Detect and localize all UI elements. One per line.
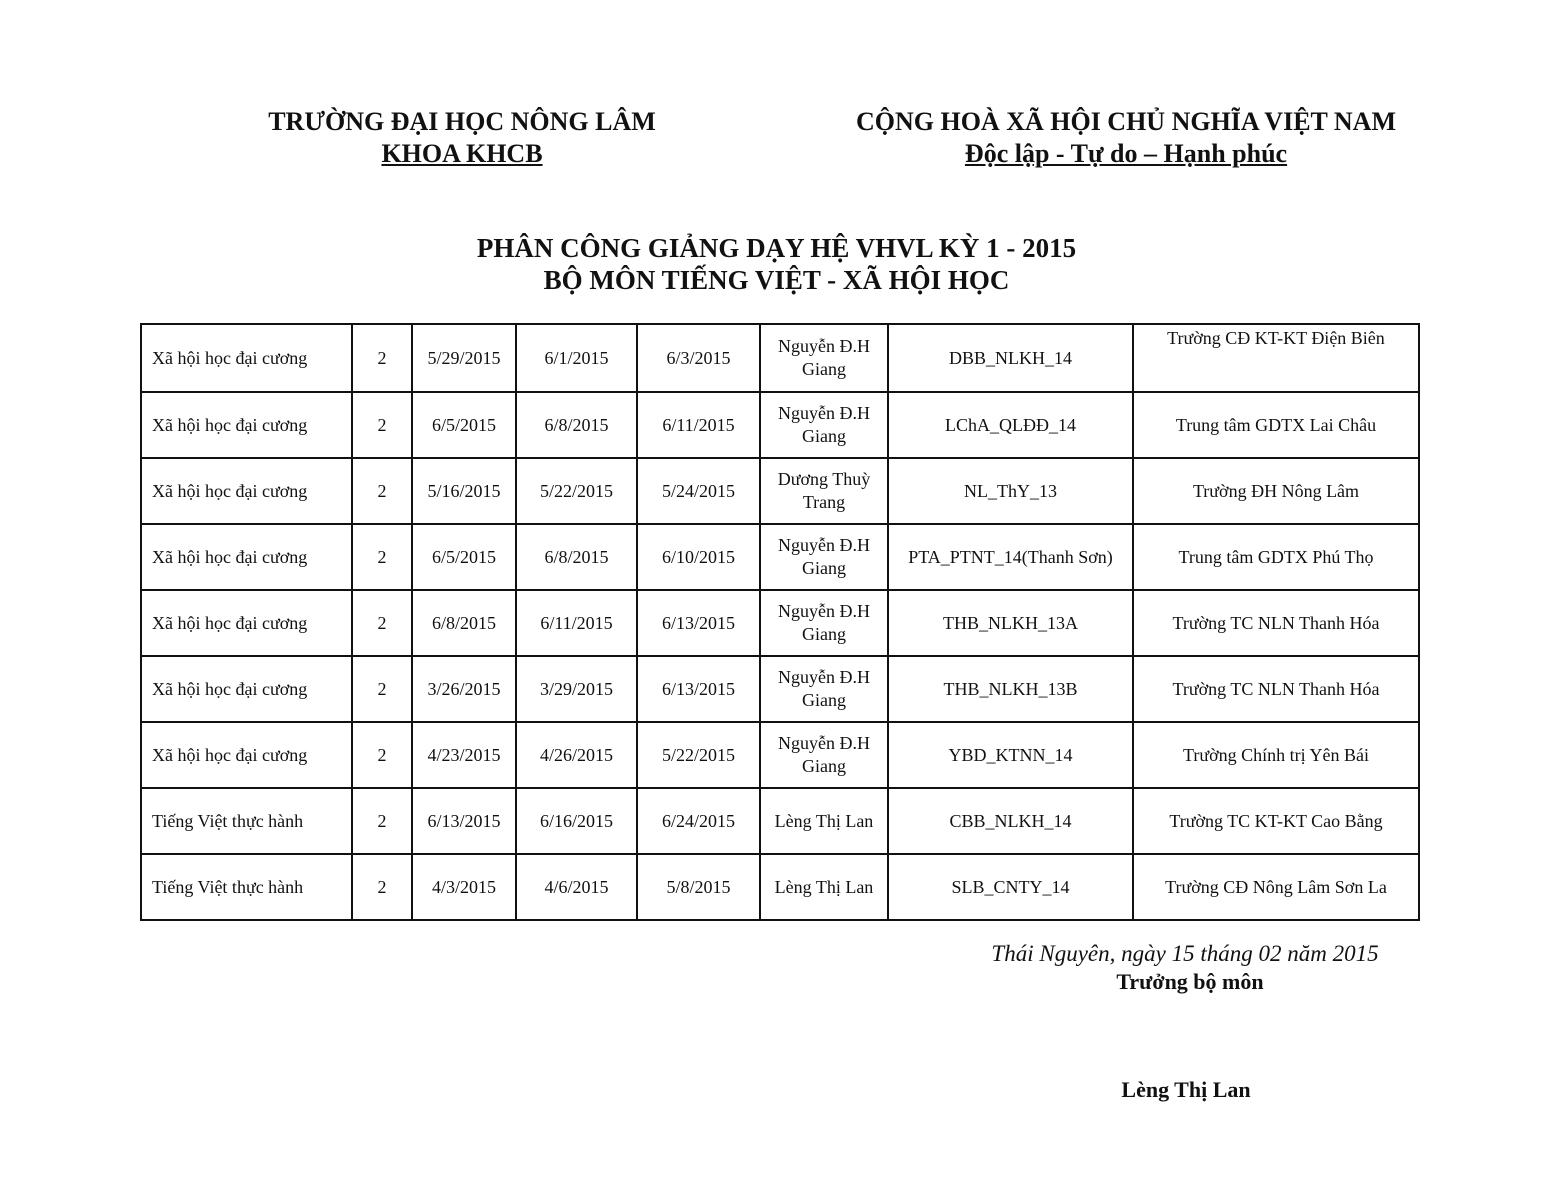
date-cell: 6/11/2015 xyxy=(637,392,760,458)
title-line-1: PHÂN CÔNG GIẢNG DẠY HỆ VHVL KỲ 1 - 2015 xyxy=(476,233,1077,263)
subject-cell: Xã hội học đại cương xyxy=(141,524,352,590)
location-cell: Trường Chính trị Yên Bái xyxy=(1133,722,1419,788)
lecturer-cell: Lèng Thị Lan xyxy=(760,854,888,920)
date-cell: 6/13/2015 xyxy=(412,788,516,854)
document-title xyxy=(0,232,1553,296)
class-code-cell: THB_NLKH_13A xyxy=(888,590,1133,656)
title-line-2: BỘ MÔN TIẾNG VIỆT - XÃ HỘI HỌC xyxy=(543,265,1010,295)
subject-cell: Tiếng Việt thực hành xyxy=(141,788,352,854)
class-code-cell: YBD_KTNN_14 xyxy=(888,722,1133,788)
location-cell: Trung tâm GDTX Phú Thọ xyxy=(1133,524,1419,590)
date-cell: 6/13/2015 xyxy=(637,656,760,722)
class-code-cell: PTA_PTNT_14(Thanh Sơn) xyxy=(888,524,1133,590)
signature-date: Thái Nguyên, ngày 15 tháng 02 năm 2015 xyxy=(991,941,1379,966)
date-cell: 5/22/2015 xyxy=(637,722,760,788)
location-cell: Trường TC KT-KT Cao Bằng xyxy=(1133,788,1419,854)
national-header xyxy=(826,106,1426,170)
subject-cell: Xã hội học đại cương xyxy=(141,392,352,458)
national-motto: Độc lập - Tự do – Hạnh phúc xyxy=(964,139,1288,168)
date-cell: 4/23/2015 xyxy=(412,722,516,788)
class-code-cell: SLB_CNTY_14 xyxy=(888,854,1133,920)
location-cell: Trường TC NLN Thanh Hóa xyxy=(1133,656,1419,722)
lecturer-cell: Nguyễn Đ.H Giang xyxy=(760,392,888,458)
date-cell: 6/8/2015 xyxy=(516,524,637,590)
university-name: TRƯỜNG ĐẠI HỌC NÔNG LÂM xyxy=(268,107,656,136)
date-cell: 6/13/2015 xyxy=(637,590,760,656)
subject-cell: Tiếng Việt thực hành xyxy=(141,854,352,920)
date-cell: 4/3/2015 xyxy=(412,854,516,920)
date-cell: 6/8/2015 xyxy=(412,590,516,656)
teaching-assignment-table xyxy=(140,323,1420,921)
table-row xyxy=(141,854,1419,920)
class-code-cell: LChA_QLĐĐ_14 xyxy=(888,392,1133,458)
institution-header xyxy=(212,106,712,170)
location-cell: Trung tâm GDTX Lai Châu xyxy=(1133,392,1419,458)
credits-cell: 2 xyxy=(352,458,412,524)
credits-cell: 2 xyxy=(352,324,412,392)
lecturer-cell: Nguyễn Đ.H Giang xyxy=(760,590,888,656)
credits-cell: 2 xyxy=(352,722,412,788)
lecturer-cell: Nguyễn Đ.H Giang xyxy=(760,656,888,722)
lecturer-cell: Nguyễn Đ.H Giang xyxy=(760,722,888,788)
location-cell: Trường ĐH Nông Lâm xyxy=(1133,458,1419,524)
date-cell: 4/26/2015 xyxy=(516,722,637,788)
table-row xyxy=(141,788,1419,854)
table-row xyxy=(141,458,1419,524)
subject-cell: Xã hội học đại cương xyxy=(141,458,352,524)
table-row xyxy=(141,324,1419,392)
lecturer-cell: Nguyễn Đ.H Giang xyxy=(760,324,888,392)
date-cell: 6/24/2015 xyxy=(637,788,760,854)
lecturer-cell: Lèng Thị Lan xyxy=(760,788,888,854)
credits-cell: 2 xyxy=(352,854,412,920)
date-cell: 6/8/2015 xyxy=(516,392,637,458)
date-cell: 6/16/2015 xyxy=(516,788,637,854)
date-cell: 5/16/2015 xyxy=(412,458,516,524)
date-cell: 6/3/2015 xyxy=(637,324,760,392)
date-cell: 6/5/2015 xyxy=(412,524,516,590)
location-cell: Trường CĐ Nông Lâm Sơn La xyxy=(1133,854,1419,920)
date-cell: 4/6/2015 xyxy=(516,854,637,920)
class-code-cell: CBB_NLKH_14 xyxy=(888,788,1133,854)
date-cell: 3/26/2015 xyxy=(412,656,516,722)
class-code-cell: THB_NLKH_13B xyxy=(888,656,1133,722)
date-cell: 6/1/2015 xyxy=(516,324,637,392)
table-row xyxy=(141,524,1419,590)
date-cell: 5/24/2015 xyxy=(637,458,760,524)
credits-cell: 2 xyxy=(352,656,412,722)
lecturer-cell: Dương Thuỳ Trang xyxy=(760,458,888,524)
date-cell: 6/11/2015 xyxy=(516,590,637,656)
lecturer-cell: Nguyễn Đ.H Giang xyxy=(760,524,888,590)
date-cell: 3/29/2015 xyxy=(516,656,637,722)
signatory-name: Lèng Thị Lan xyxy=(1121,1077,1251,1102)
date-cell: 6/10/2015 xyxy=(637,524,760,590)
signature-role: Trưởng bộ môn xyxy=(1116,969,1264,994)
credits-cell: 2 xyxy=(352,590,412,656)
subject-cell: Xã hội học đại cương xyxy=(141,656,352,722)
date-cell: 6/5/2015 xyxy=(412,392,516,458)
location-cell: Trường CĐ KT-KT Điện Biên xyxy=(1133,324,1419,392)
class-code-cell: DBB_NLKH_14 xyxy=(888,324,1133,392)
date-cell: 5/22/2015 xyxy=(516,458,637,524)
faculty-name: KHOA KHCB xyxy=(381,139,543,168)
credits-cell: 2 xyxy=(352,788,412,854)
subject-cell: Xã hội học đại cương xyxy=(141,722,352,788)
date-cell: 5/29/2015 xyxy=(412,324,516,392)
table-row xyxy=(141,392,1419,458)
class-code-cell: NL_ThY_13 xyxy=(888,458,1133,524)
date-cell: 5/8/2015 xyxy=(637,854,760,920)
table-row xyxy=(141,656,1419,722)
credits-cell: 2 xyxy=(352,392,412,458)
table-row xyxy=(141,590,1419,656)
subject-cell: Xã hội học đại cương xyxy=(141,590,352,656)
location-cell: Trường TC NLN Thanh Hóa xyxy=(1133,590,1419,656)
table-row xyxy=(141,722,1419,788)
credits-cell: 2 xyxy=(352,524,412,590)
country-name: CỘNG HOÀ XÃ HỘI CHỦ NGHĨA VIỆT NAM xyxy=(855,107,1397,136)
subject-cell: Xã hội học đại cương xyxy=(141,324,352,392)
